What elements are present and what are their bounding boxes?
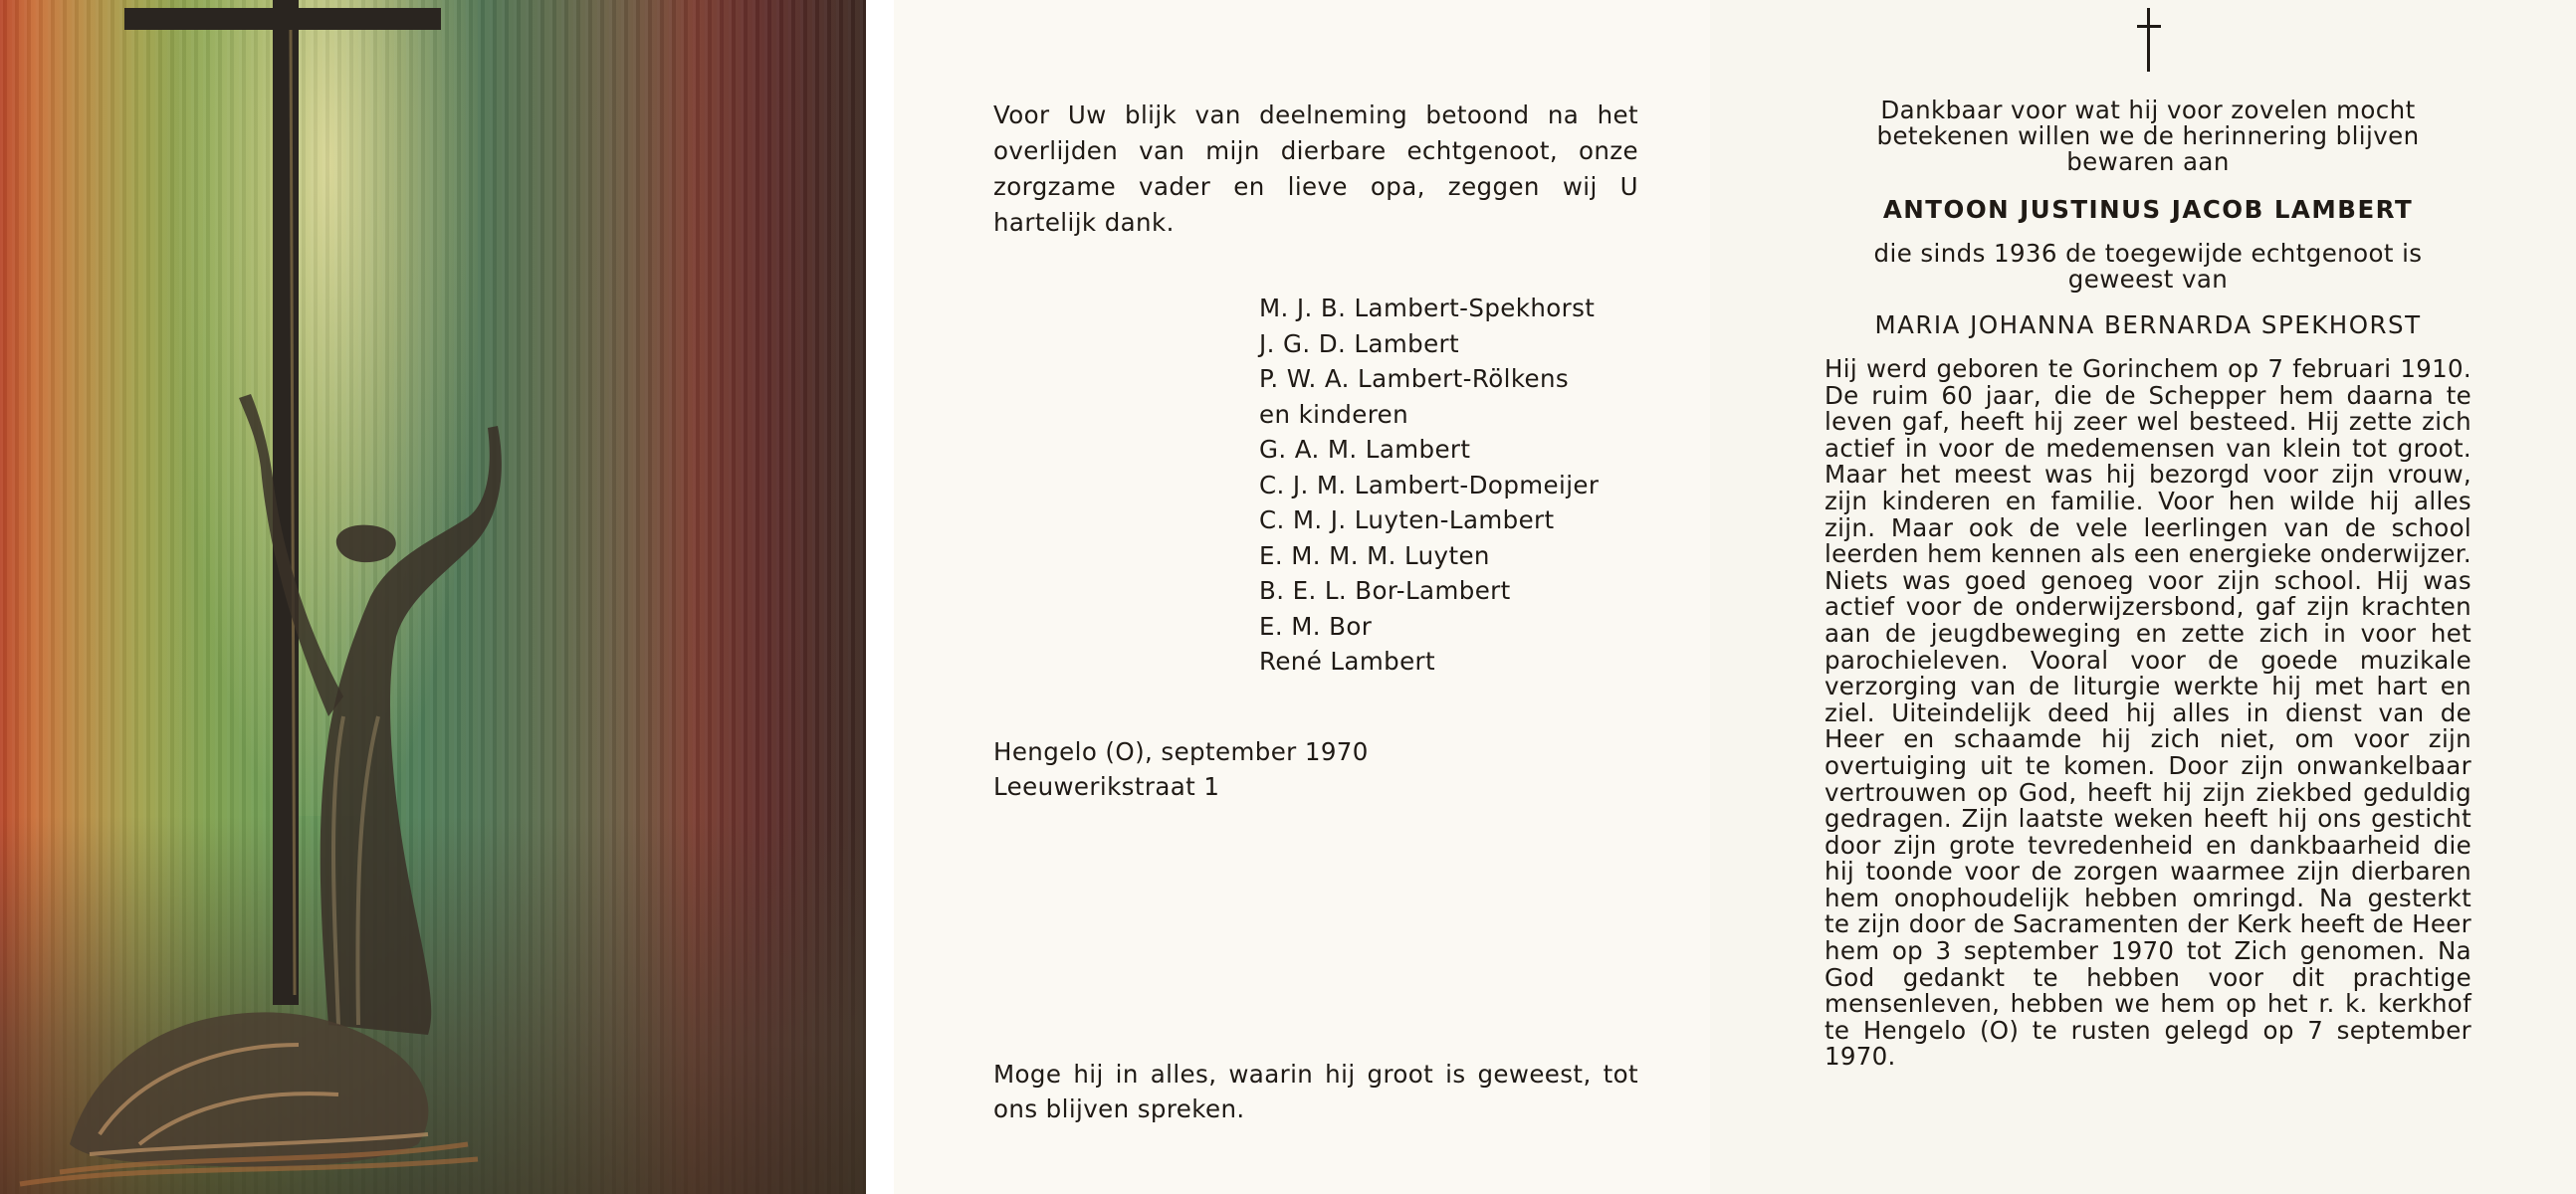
family-member-list	[1259, 291, 1677, 680]
painting-figures	[0, 0, 866, 1194]
remembrance-intro: Dankbaar voor wat hij voor zovelen mocht betekenen willen we de herinnering blijven bewaren aan	[1876, 96, 2420, 176]
deceased-name: ANTOON JUSTINUS JACOB LAMBERT	[1882, 195, 2414, 224]
address-line: Leeuwerikstraat 1	[993, 772, 1220, 801]
family-member: René Lambert	[1259, 647, 1436, 676]
family-member: E. M. M. M. Luyten	[1259, 540, 1490, 570]
fold-gap	[866, 0, 894, 1194]
family-member: P. W. A. Lambert-Rölkens	[1259, 364, 1570, 393]
family-member: C. M. J. Luyten-Lambert	[1259, 505, 1555, 534]
latin-cross-icon	[2132, 8, 2166, 72]
family-member: M. J. B. Lambert-Spekhorst	[1259, 294, 1596, 322]
spouse-intro: die sinds 1936 de toegewijde echtgenoot is geweest van	[1873, 239, 2423, 294]
figure-head	[336, 525, 396, 563]
thanks-intro-text: Voor Uw blijk van deelneming betoond na het overlijden van mijn dierbare echtgenoot, onze zorgzame vader en lieve opa, zeggen wij U hartelijk dank.	[993, 100, 1638, 237]
biography-text: Hij werd geboren te Gorinchem op 7 februari 1910. De ruim 60 jaar, die de Schepper hem daarna te leven gaf, heeft hij zeer wel besteed. Hij zette zich actief in voor de medemensen van klein tot groot. Maar het meest was hij bezorgd voor zijn vrouw, zijn kinderen en familie. Voor hen wilde hij alles zijn. Maar ook de vele leerlingen van de school leerden hem kennen als een energieke onderwijzer. Niets was goed genoeg voor zijn school. Hij was actief voor de onderwijzersbond, gaf zijn krachten aan de jeugdbeweging en zette zich in voor het parochieleven. Vooral voor de goede muzikale verzorging van de liturgie werkte hij met hart en ziel. Uiteindelijk deed hij alles in dienst van de Heer en schaamde hij zich niet, om voor zijn overtuiging uit te komen. Door zijn onwankelbaar vertrouwen op God, heeft hij zijn ziekbed geduldig gedragen. Zijn laatste weken heeft hij ons gesticht door zijn grote tevredenheid en dankbaarheid die hij toonde voor de zorgen waarmee zijn dierbaren hem onophoudelijk hebben omringd. Na gesterkt te zijn door de Sacramenten der Kerk heeft de Heer hem op 3 september 1970 tot Zich genomen. Na God gedankt te hebben voor dit prachtige mensenleven, hebben we hem op het r. k. kerkhof te Hengelo (O) te rusten gelegd op 7 september 1970.	[1825, 354, 2471, 1072]
family-member: E. M. Bor	[1259, 611, 1373, 641]
place-and-date	[993, 734, 1591, 804]
family-member: G. A. M. Lambert	[1259, 435, 1471, 464]
place-date-line: Hengelo (O), september 1970	[993, 737, 1369, 766]
family-member: en kinderen	[1259, 399, 1409, 429]
closing-text: Moge hij in alles, waarin hij groot is geweest, tot ons blijven spreken.	[993, 1060, 1638, 1123]
family-member: J. G. D. Lambert	[1259, 328, 1460, 358]
family-member: C. J. M. Lambert-Dopmeijer	[1259, 470, 1600, 499]
spouse-name: MARIA JOHANNA BERNARDA SPEKHORST	[1874, 310, 2422, 339]
standing-figure	[321, 426, 502, 1035]
memorial-painting	[0, 0, 866, 1194]
family-member: B. E. L. Bor-Lambert	[1259, 576, 1511, 605]
